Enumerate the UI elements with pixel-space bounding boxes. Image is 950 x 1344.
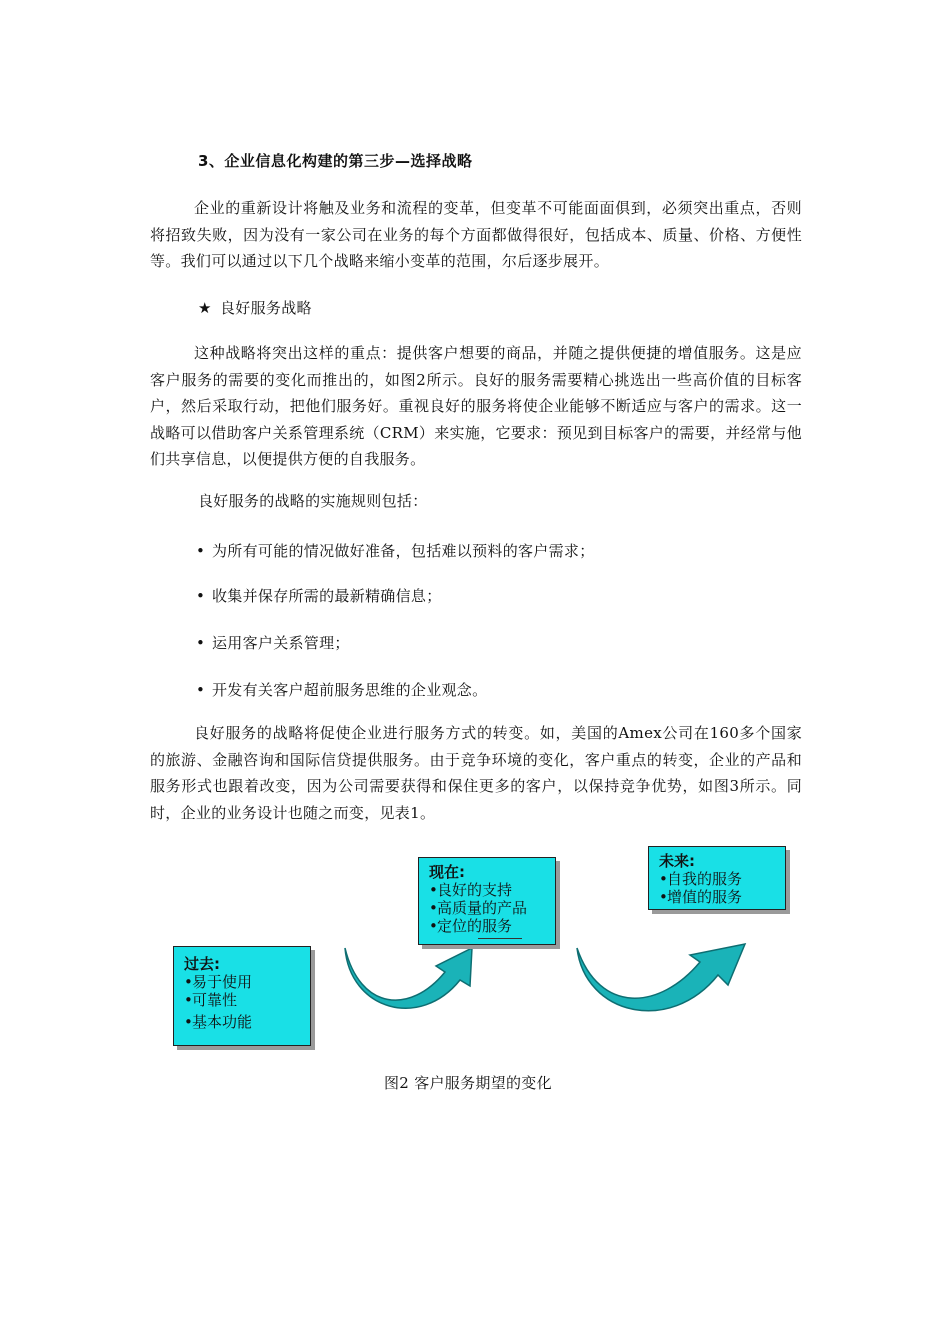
box-now	[418, 857, 556, 945]
curved-arrow-2	[577, 944, 745, 1011]
paragraph-strategy: 这种战略将突出这样的重点：提供客户想要的商品，并随之提供便捷的增值服务。这是应客户服务的需要的变化而推出的，如图2所示。良好的服务需要精心挑选出一些高价值的目标客户，然后采取行动，把他们服务好。重视良好的服务将使企业能够不断适应与客户的需求。这一战略可以借助客户关系管理系统（CRM）来实施，它要求：预见到目标客户的需要，并经常与他们共享信息，以便提供方便的自我服务。	[150, 344, 802, 468]
box-past-item: •基本功能	[184, 1013, 253, 1031]
box-future-item: •增值的服务	[659, 888, 743, 906]
box-future-title: 未来:	[659, 852, 695, 870]
list-item-text: 为所有可能的情况做好准备，包括难以预料的客户需求；	[212, 542, 595, 560]
box-now-item: •高质量的产品	[429, 899, 528, 917]
bullet-icon: •	[196, 681, 206, 699]
box-past-item: •可靠性	[184, 991, 238, 1009]
box-future-item: •自我的服务	[659, 870, 743, 888]
box-future	[648, 846, 786, 910]
star-item-label: 良好服务战略	[220, 299, 312, 317]
curved-arrow-1	[345, 948, 472, 1008]
box-past-title: 过去:	[184, 955, 220, 973]
bullet-icon: •	[196, 542, 206, 560]
box-past-item: •易于使用	[184, 973, 253, 991]
bullet-icon: •	[196, 587, 206, 605]
figure-caption: 图2 客户服务期望的变化	[384, 1074, 552, 1092]
box-past	[173, 946, 311, 1046]
paragraph-amex: 良好服务的战略将促使企业进行服务方式的转变。如，美国的Amex公司在160多个国家的旅游、金融咨询和国际信贷提供服务。由于竞争环境的变化，客户重点的转变，企业的产品和服务形式也跟着改变，因为公司需要获得和保住更多的客户，以保持竞争优势，如图3所示。同时，企业的业务设计也随之而变，见表1。	[150, 724, 802, 822]
paragraph-intro: 企业的重新设计将触及业务和流程的变革，但变革不可能面面俱到，必须突出重点，否则将招致失败，因为没有一家公司在业务的每个方面都做得很好，包括成本、质量、价格、方便性等。我们可以通过以下几个战略来缩小变革的范围，尔后逐步展开。	[150, 199, 802, 270]
list-item-text: 运用客户关系管理；	[212, 634, 350, 652]
list-item-text: 开发有关客户超前服务思维的企业观念。	[212, 681, 488, 699]
box-now-title: 现在:	[429, 863, 465, 881]
underline-mark	[478, 938, 522, 939]
bullet-icon: •	[196, 634, 206, 652]
star-icon: ★	[198, 299, 212, 317]
box-now-item: •定位的服务	[429, 917, 513, 935]
rules-intro: 良好服务的战略的实施规则包括：	[198, 492, 428, 510]
box-now-item: •良好的支持	[429, 881, 513, 899]
section-heading: 3、企业信息化构建的第三步—选择战略	[198, 152, 473, 170]
list-item-text: 收集并保存所需的最新精确信息；	[212, 587, 442, 605]
